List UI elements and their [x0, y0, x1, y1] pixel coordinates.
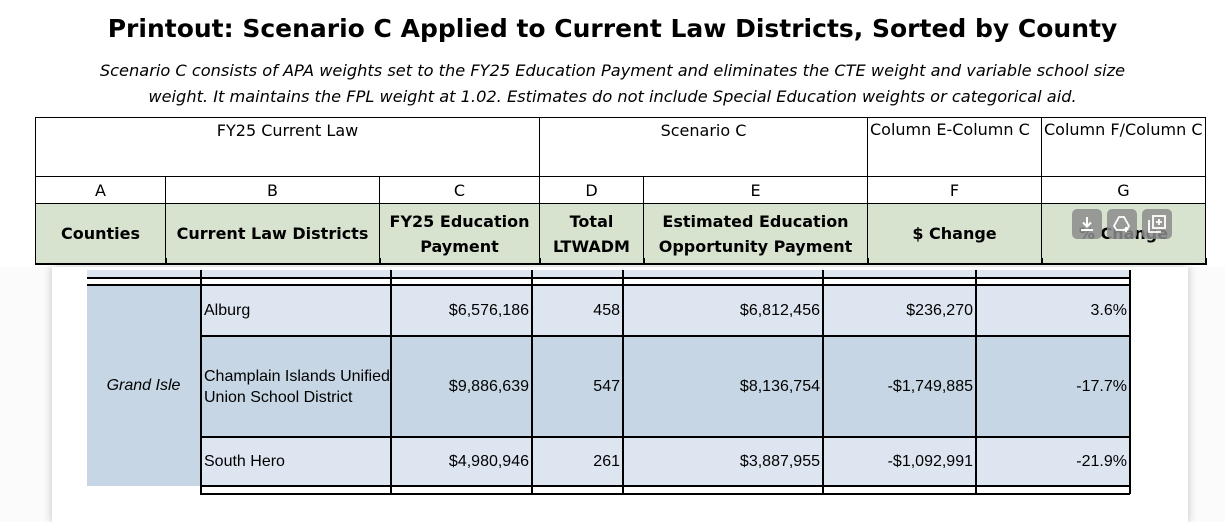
- letter-f: F: [868, 177, 1042, 204]
- percent-change: -17.7%: [1076, 377, 1127, 395]
- subtitle-line-2: weight. It maintains the FPL weight at 1.02. Estimates do not include Special Education weights or categorical aid.: [148, 87, 1077, 106]
- header-table-continuation: [35, 258, 1207, 265]
- letter-e: E: [644, 177, 868, 204]
- total-ltwadm: 547: [593, 377, 620, 395]
- percent-change: 3.6%: [1090, 301, 1127, 319]
- total-ltwadm: 458: [593, 301, 620, 319]
- percent-change: -21.9%: [1076, 452, 1127, 470]
- header-counties: Counties: [36, 204, 166, 264]
- district-name: Champlain Islands Unified Union School District: [204, 367, 390, 406]
- letter-c: C: [380, 177, 540, 204]
- header-fy25-payment: FY25 Education Payment: [380, 204, 540, 264]
- add-to-collection-button[interactable]: [1142, 209, 1172, 239]
- subtitle-line-1: Scenario C consists of APA weights set to the FY25 Education Payment and eliminates the CTE weight and variable school size: [99, 61, 1126, 80]
- header-estimated-payment: Estimated Education Opportunity Payment: [644, 204, 868, 264]
- page-subtitle: [40, 58, 1185, 110]
- dollar-change: -$1,749,885: [887, 377, 973, 395]
- dollar-change: $236,270: [906, 301, 973, 319]
- group-current-law: FY25 Current Law: [36, 118, 540, 177]
- group-scenario-c: Scenario C: [540, 118, 868, 177]
- header-dollar-change: $ Change: [868, 204, 1042, 264]
- total-ltwadm: 261: [593, 452, 620, 470]
- header-table: [35, 117, 1206, 264]
- fy25-payment: $6,576,186: [448, 301, 529, 319]
- district-name: Alburg: [204, 302, 251, 319]
- estimated-payment: $3,887,955: [739, 452, 820, 470]
- header-current-law-districts: Current Law Districts: [166, 204, 380, 264]
- district-name: South Hero: [204, 453, 285, 470]
- county-cell-grand-isle: Grand Isle: [87, 285, 200, 486]
- download-icon: [1078, 215, 1096, 233]
- estimated-payment: $6,812,456: [739, 301, 820, 319]
- data-table-screenshot: [0, 267, 1225, 522]
- fy25-payment: $4,980,946: [448, 452, 529, 470]
- letter-b: B: [166, 177, 380, 204]
- fy25-payment: $9,886,639: [448, 377, 529, 395]
- image-toolbar: [1072, 209, 1177, 239]
- drive-add-icon: [1112, 215, 1132, 233]
- column-letter-row: [36, 177, 1206, 204]
- letter-g: G: [1042, 177, 1206, 204]
- header-total-ltwadm: Total LTWADM: [540, 204, 644, 264]
- letter-a: A: [36, 177, 166, 204]
- group-column-e-minus-c: Column E-Column C: [868, 118, 1042, 177]
- estimated-payment: $8,136,754: [739, 377, 820, 395]
- save-to-drive-button[interactable]: [1107, 209, 1137, 239]
- letter-d: D: [540, 177, 644, 204]
- download-button[interactable]: [1072, 209, 1102, 239]
- column-header-row: [36, 204, 1206, 264]
- group-column-f-over-c: Column F/Column C: [1042, 118, 1206, 177]
- group-header-row: [36, 118, 1206, 177]
- page-title: Printout: Scenario C Applied to Current Law Districts, Sorted by County: [107, 14, 1118, 43]
- dollar-change: -$1,092,991: [887, 452, 973, 470]
- add-box-icon: [1147, 214, 1167, 234]
